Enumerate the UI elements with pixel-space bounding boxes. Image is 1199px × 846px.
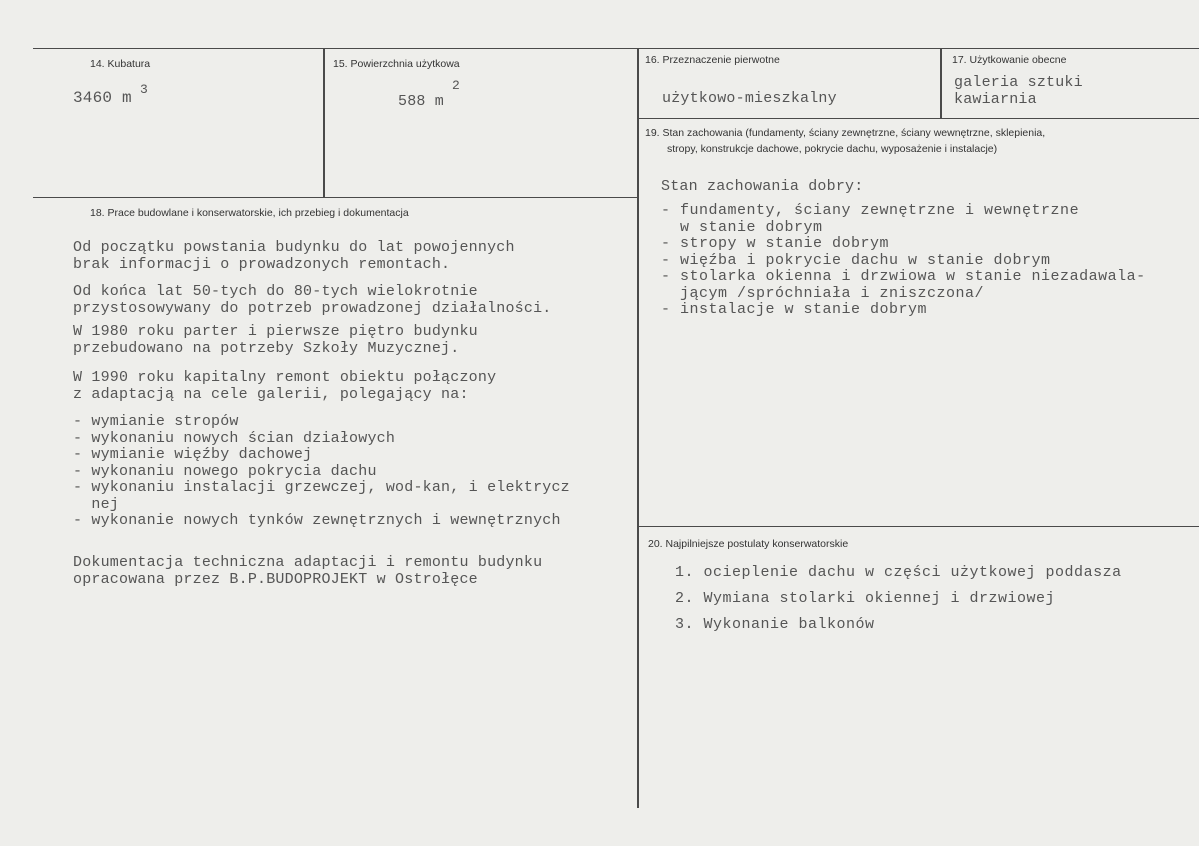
text-line: z adaptacją na cele galerii, polegający na: (73, 385, 469, 403)
field-20-item: 1. ocieplenie dachu w części użytkowej poddasza (675, 564, 1122, 581)
field-19-label-line2: stropy, konstrukcje dachowe, pokrycie dachu, wyposażenie i instalacje) (667, 143, 998, 155)
field-19-heading: Stan zachowania dobry: (661, 178, 864, 195)
list-item: - wymianie stropów (73, 413, 239, 430)
list-item: w stanie dobrym (661, 218, 823, 236)
list-item: - wykonaniu nowych ścian działowych (73, 429, 396, 447)
field-15-unit-sup: 2 (452, 78, 460, 93)
field-18-para5 (73, 555, 542, 588)
list-item: - wykonanie nowych tynków zewnętrznych i wewnętrznych (73, 512, 561, 529)
field-18-items (73, 414, 570, 530)
field-20-item: 2. Wymiana stolarki okiennej i drzwiowej (675, 590, 1056, 607)
list-item: - wykonaniu instalacji grzewczej, wod-kan, i elektrycz (73, 479, 570, 496)
text-line: przystosowywany do potrzeb prowadzonej działalności. (73, 299, 552, 317)
field-18-para4 (73, 370, 496, 403)
list-item: - wykonaniu nowego pokrycia dachu (73, 462, 377, 480)
divider-v-16-17 (940, 48, 942, 118)
text-line: Dokumentacja techniczna adaptacji i remontu budynku (73, 554, 543, 571)
list-item: - stolarka okienna i drzwiowa w stanie niezadawala- (661, 268, 1146, 285)
text-line: brak informacji o prowadzonych remontach. (73, 255, 451, 273)
text-line: W 1990 roku kapitalny remont obiektu połączony (73, 369, 497, 386)
text-line: W 1980 roku parter i pierwsze piętro budynku (73, 323, 478, 340)
field-18-para3 (73, 324, 478, 357)
field-15-label: 15. Powierzchnia użytkowa (333, 58, 460, 70)
field-18-para1 (73, 240, 515, 273)
field-14-value: 3460 m (73, 89, 132, 107)
text-line: opracowana przez B.P.BUDOPROJEKT w Ostrołęce (73, 570, 478, 588)
divider-v-14-15 (323, 48, 325, 198)
field-16-label: 16. Przeznaczenie pierwotne (645, 54, 780, 66)
list-item: - instalacje w stanie dobrym (661, 301, 928, 318)
list-item: jącym /spróchniała i zniszczona/ (661, 284, 985, 302)
field-17-value (954, 75, 1083, 108)
list-item: - fundamenty, ściany zewnętrzne i wewnętrzne (661, 202, 1080, 219)
field-20-item: 3. Wykonanie balkonów (675, 616, 875, 633)
field-16-value: użytkowo-mieszkalny (662, 90, 837, 107)
divider-v-center (637, 48, 639, 808)
field-14-label: 14. Kubatura (90, 58, 151, 70)
field-17-label: 17. Użytkowanie obecne (952, 54, 1067, 66)
text-line: Od początku powstania budynku do lat powojennych (73, 239, 515, 256)
field-19-label-line1: 19. Stan zachowania (fundamenty, ściany zewnętrzne, ściany wewnętrzne, sklepienia, (645, 127, 1046, 139)
list-item: nej (73, 495, 120, 513)
divider-row1-right (638, 118, 1199, 119)
top-border (33, 48, 1199, 49)
divider-section20 (638, 526, 1199, 527)
list-item: - wymianie więźby dachowej (73, 446, 313, 463)
field-17-line: kawiarnia (954, 90, 1037, 108)
field-20-label: 20. Najpilniejsze postulaty konserwatorskie (648, 538, 849, 550)
field-19-items (661, 203, 1146, 319)
text-line: Od końca lat 50-tych do 80-tych wielokrotnie (73, 283, 478, 300)
field-18-label: 18. Prace budowlane i konserwatorskie, ich przebieg i dokumentacja (90, 207, 409, 219)
list-item: - stropy w stanie dobrym (661, 235, 890, 252)
field-17-line: galeria sztuki (954, 74, 1083, 91)
field-18-para2 (73, 284, 551, 317)
field-15-value: 588 m (398, 93, 445, 110)
field-14-unit-sup: 3 (140, 82, 148, 97)
list-item: - więźba i pokrycie dachu w stanie dobrym (661, 251, 1051, 269)
divider-row1-left (33, 197, 638, 198)
text-line: przebudowano na potrzeby Szkoły Muzycznej. (73, 339, 460, 357)
